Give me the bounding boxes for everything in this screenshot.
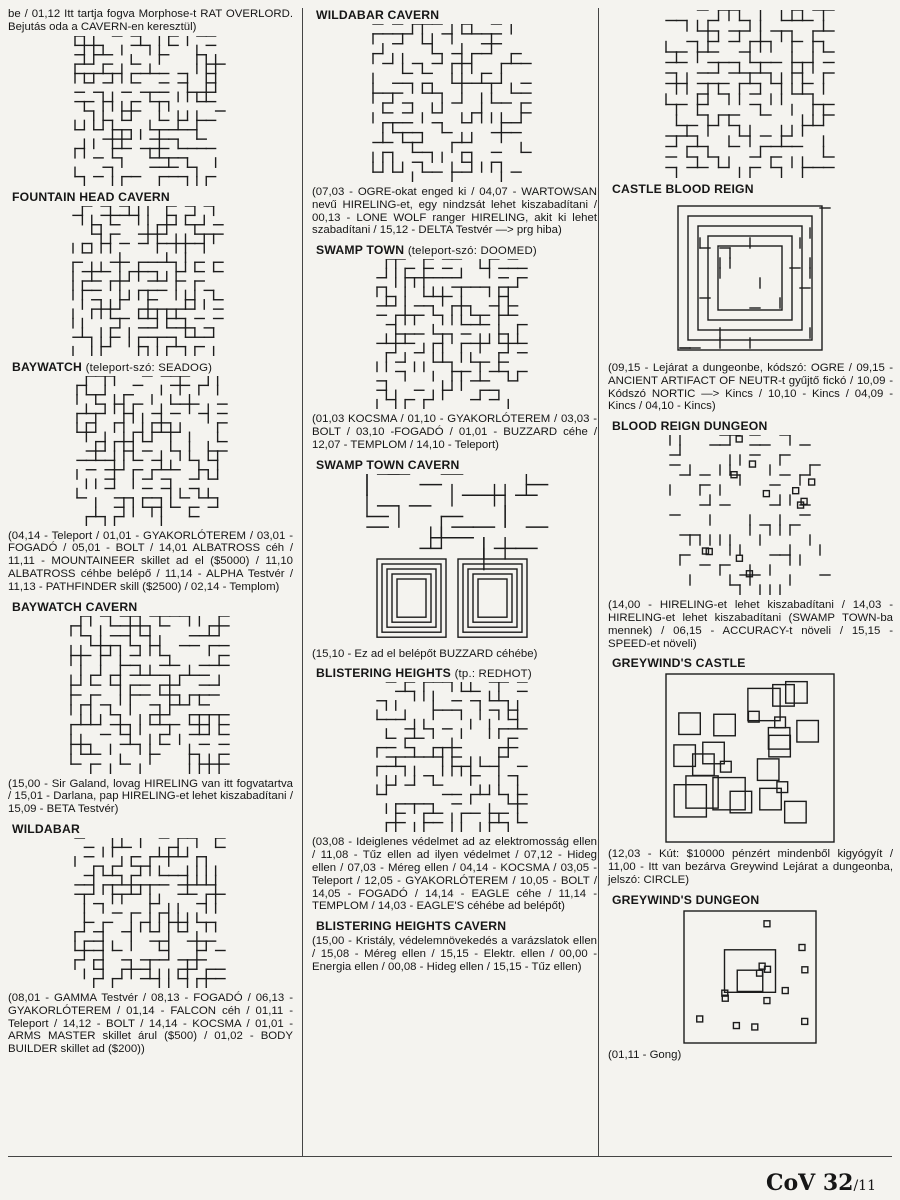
maze-map [608,672,893,844]
swamp-town-map [312,259,597,409]
swamp-town-title: SWAMP TOWN (teleport-szó: DOOMED) [316,243,537,258]
maze-map [8,376,293,526]
baywatch-notes: (04,14 - Teleport / 01,01 - GYAKORLÓTEREM / 03,01 - FOGADÓ / 05,01 - BOLT / 14,01 ALBATROSS céh / 11,11 - MOUNTAINEER skillet ad el ($5000) / 11,10 ALBATROSS céhbe belépő / 11,14 - ALPHA Testvér / 11,13 - PATHFINDER skill ($2500) / 02,14 - Templom) [8,529,293,593]
column-divider [302,8,303,1156]
greywinds-dungeon-notes: (01,11 - Gong) [608,1048,682,1061]
page-footer [766,1170,876,1196]
blistering-heights-title: BLISTERING HEIGHTS (tp.: REDHOT) [316,666,532,681]
blood-reign-dungeon-notes: (14,00 - HIRELING-et lehet kiszabadítani / 14,03 - HIRELING-et lehet kiszabadítani (SWAMP TOWN-ba mennek) / 06,15 - ACCURACY-t növeli / 15,15 - SPEED-et növeli) [608,599,893,650]
blistering-heights-map [312,682,597,832]
wildabar-cavern-notes: (07,03 - OGRE-okat enged ki / 04,07 - WARTOWSAN nevű HIRELING-et, egy nindzsát lehet kiszabadítani / 00,13 - LONE WOLF ranger HIRELING, akit ki lehet szabadítani / 15,12 - DELTA Testvér —> prg hiba) [312,186,597,237]
greywinds-castle-map [608,672,893,844]
castle-blood-reign-map [608,198,893,358]
maze-map [608,909,893,1045]
maze-map [8,838,293,988]
fountain-head-cavern-title: FOUNTAIN HEAD CAVERN [12,189,170,204]
baywatch-cavern-title: BAYWATCH CAVERN [12,599,138,614]
castle-blood-reign-notes: (09,15 - Lejárat a dungeonbe, kódszó: OGRE / 09,15 - ANCIENT ARTIFACT OF NEUTR-t gyűjtő fickó / 10,09 - Kódszó NORTIC —> Kincs / 10,10 - Kincs / 04,09 - Kincs / 04,10 - Kincs) [608,362,893,413]
column-2 [312,8,597,974]
baywatch-title: BAYWATCH (teleport-szó: SEADOG) [12,359,213,374]
blood-reign-dungeon-map [608,435,893,595]
maze-map [608,10,893,178]
maze-map [608,198,893,358]
swamp-town-notes: (01,03 KOCSMA / 01,10 - GYAKORLÓTEREM / 03,03 - BOLT / 03,10 -FOGADÓ / 01,01 - BUZZARD céhe / 12,07 - TEMPLOM / 14,10 - Teleport) [312,413,597,451]
baywatch-cavern-map [8,616,293,774]
maze-map [312,682,597,832]
intro-text: be / 01,12 Itt tartja fogva Morphose-t RAT OVERLORD. Bejutás oda a CAVERN-en keresztül) [8,8,293,33]
footer-rule [8,1156,892,1157]
maze-map [312,259,597,409]
column-3 [608,8,893,1062]
map-top-left [8,36,293,186]
blistering-heights-notes: (03,08 - Ideiglenes védelmet ad az elektromosság ellen / 11,08 - Tűz ellen ad ilyen védelmet / 07,12 - Hideg ellen / 07,03 - Méreg ellen / 04,14 - KOCSMA / 03,05 - Teleport / 12,05 - GYAKORLÓTEREM / 10,05 - BOLT / 14,05 - FOGADÓ / 14,14 - EAGLE céhe / 11,14 - TEMPLOM / 14,03 - EAGLE'S céhébe ad belépőt) [312,836,597,913]
greywinds-dungeon-map [608,909,893,1045]
maze-map [8,616,293,774]
baywatch-map [8,376,293,526]
swamp-town-cavern-map [312,474,597,644]
magazine-name: CoV 32 [765,1170,854,1196]
map-top-right [608,10,893,178]
maze-map [608,435,893,595]
column-divider [598,8,599,1156]
fountain-head-cavern-map [8,206,293,356]
maze-map [312,474,597,644]
maze-map [312,24,597,182]
wildabar-cavern-map [312,24,597,182]
wildabar-title: WILDABAR [12,821,80,836]
maze-map [8,36,293,186]
greywinds-dungeon-title: GREYWIND'S DUNGEON [612,892,760,907]
castle-blood-reign-title: CASTLE BLOOD REIGN [612,182,754,196]
swamp-town-cavern-notes: (15,10 - Ez ad el belépőt BUZZARD céhébe) [312,647,538,660]
blood-reign-dungeon-title: BLOOD REIGN DUNGEON [612,419,768,434]
greywinds-castle-title: GREYWIND'S CASTLE [612,656,746,671]
column-1 [8,8,293,1056]
maze-map [8,206,293,356]
baywatch-cavern-notes: (15,00 - Sir Galand, lovag HIRELING van itt fogvatartva / 15,01 - Darlana, pap HIRELING-et lehet kiszabadítani / 15,09 - BETA Testvér) [8,777,293,816]
wildabar-cavern-title: WILDABAR CAVERN [316,8,440,22]
wildabar-notes: (08,01 - GAMMA Testvér / 08,13 - FOGADÓ / 06,13 - GYAKORLÓTEREM / 01,14 - FALCON céh / 01,11 - Teleport / 14,12 - BOLT / 14,14 - KOCSMA / 01,01 - ARMS MASTER skillet árul ($500) / 01,02 - BODY BUILDER skillet ad ($200)) [8,991,293,1056]
blistering-heights-cavern-title: BLISTERING HEIGHTS CAVERN [316,919,507,934]
swamp-town-cavern-title: SWAMP TOWN CAVERN [316,457,460,472]
wildabar-map [8,838,293,988]
blistering-heights-cavern-notes: (15,00 - Kristály, védelemnövekedés a varázslatok ellen / 15,08 - Méreg ellen / 15,15 - Elektr. ellen / 00,00 - Energia ellen / 00,08 - Hideg ellen / 15,15 - Tűz ellen) [312,935,597,973]
page-number: /11 [853,1178,876,1194]
greywinds-castle-notes: (12,03 - Kút: $10000 pénzért mindenből kigyógyít / 11,00 - Itt van bezárva Greywind Lejárat a dungeonba, jelszó: CIRCLE) [608,848,893,886]
